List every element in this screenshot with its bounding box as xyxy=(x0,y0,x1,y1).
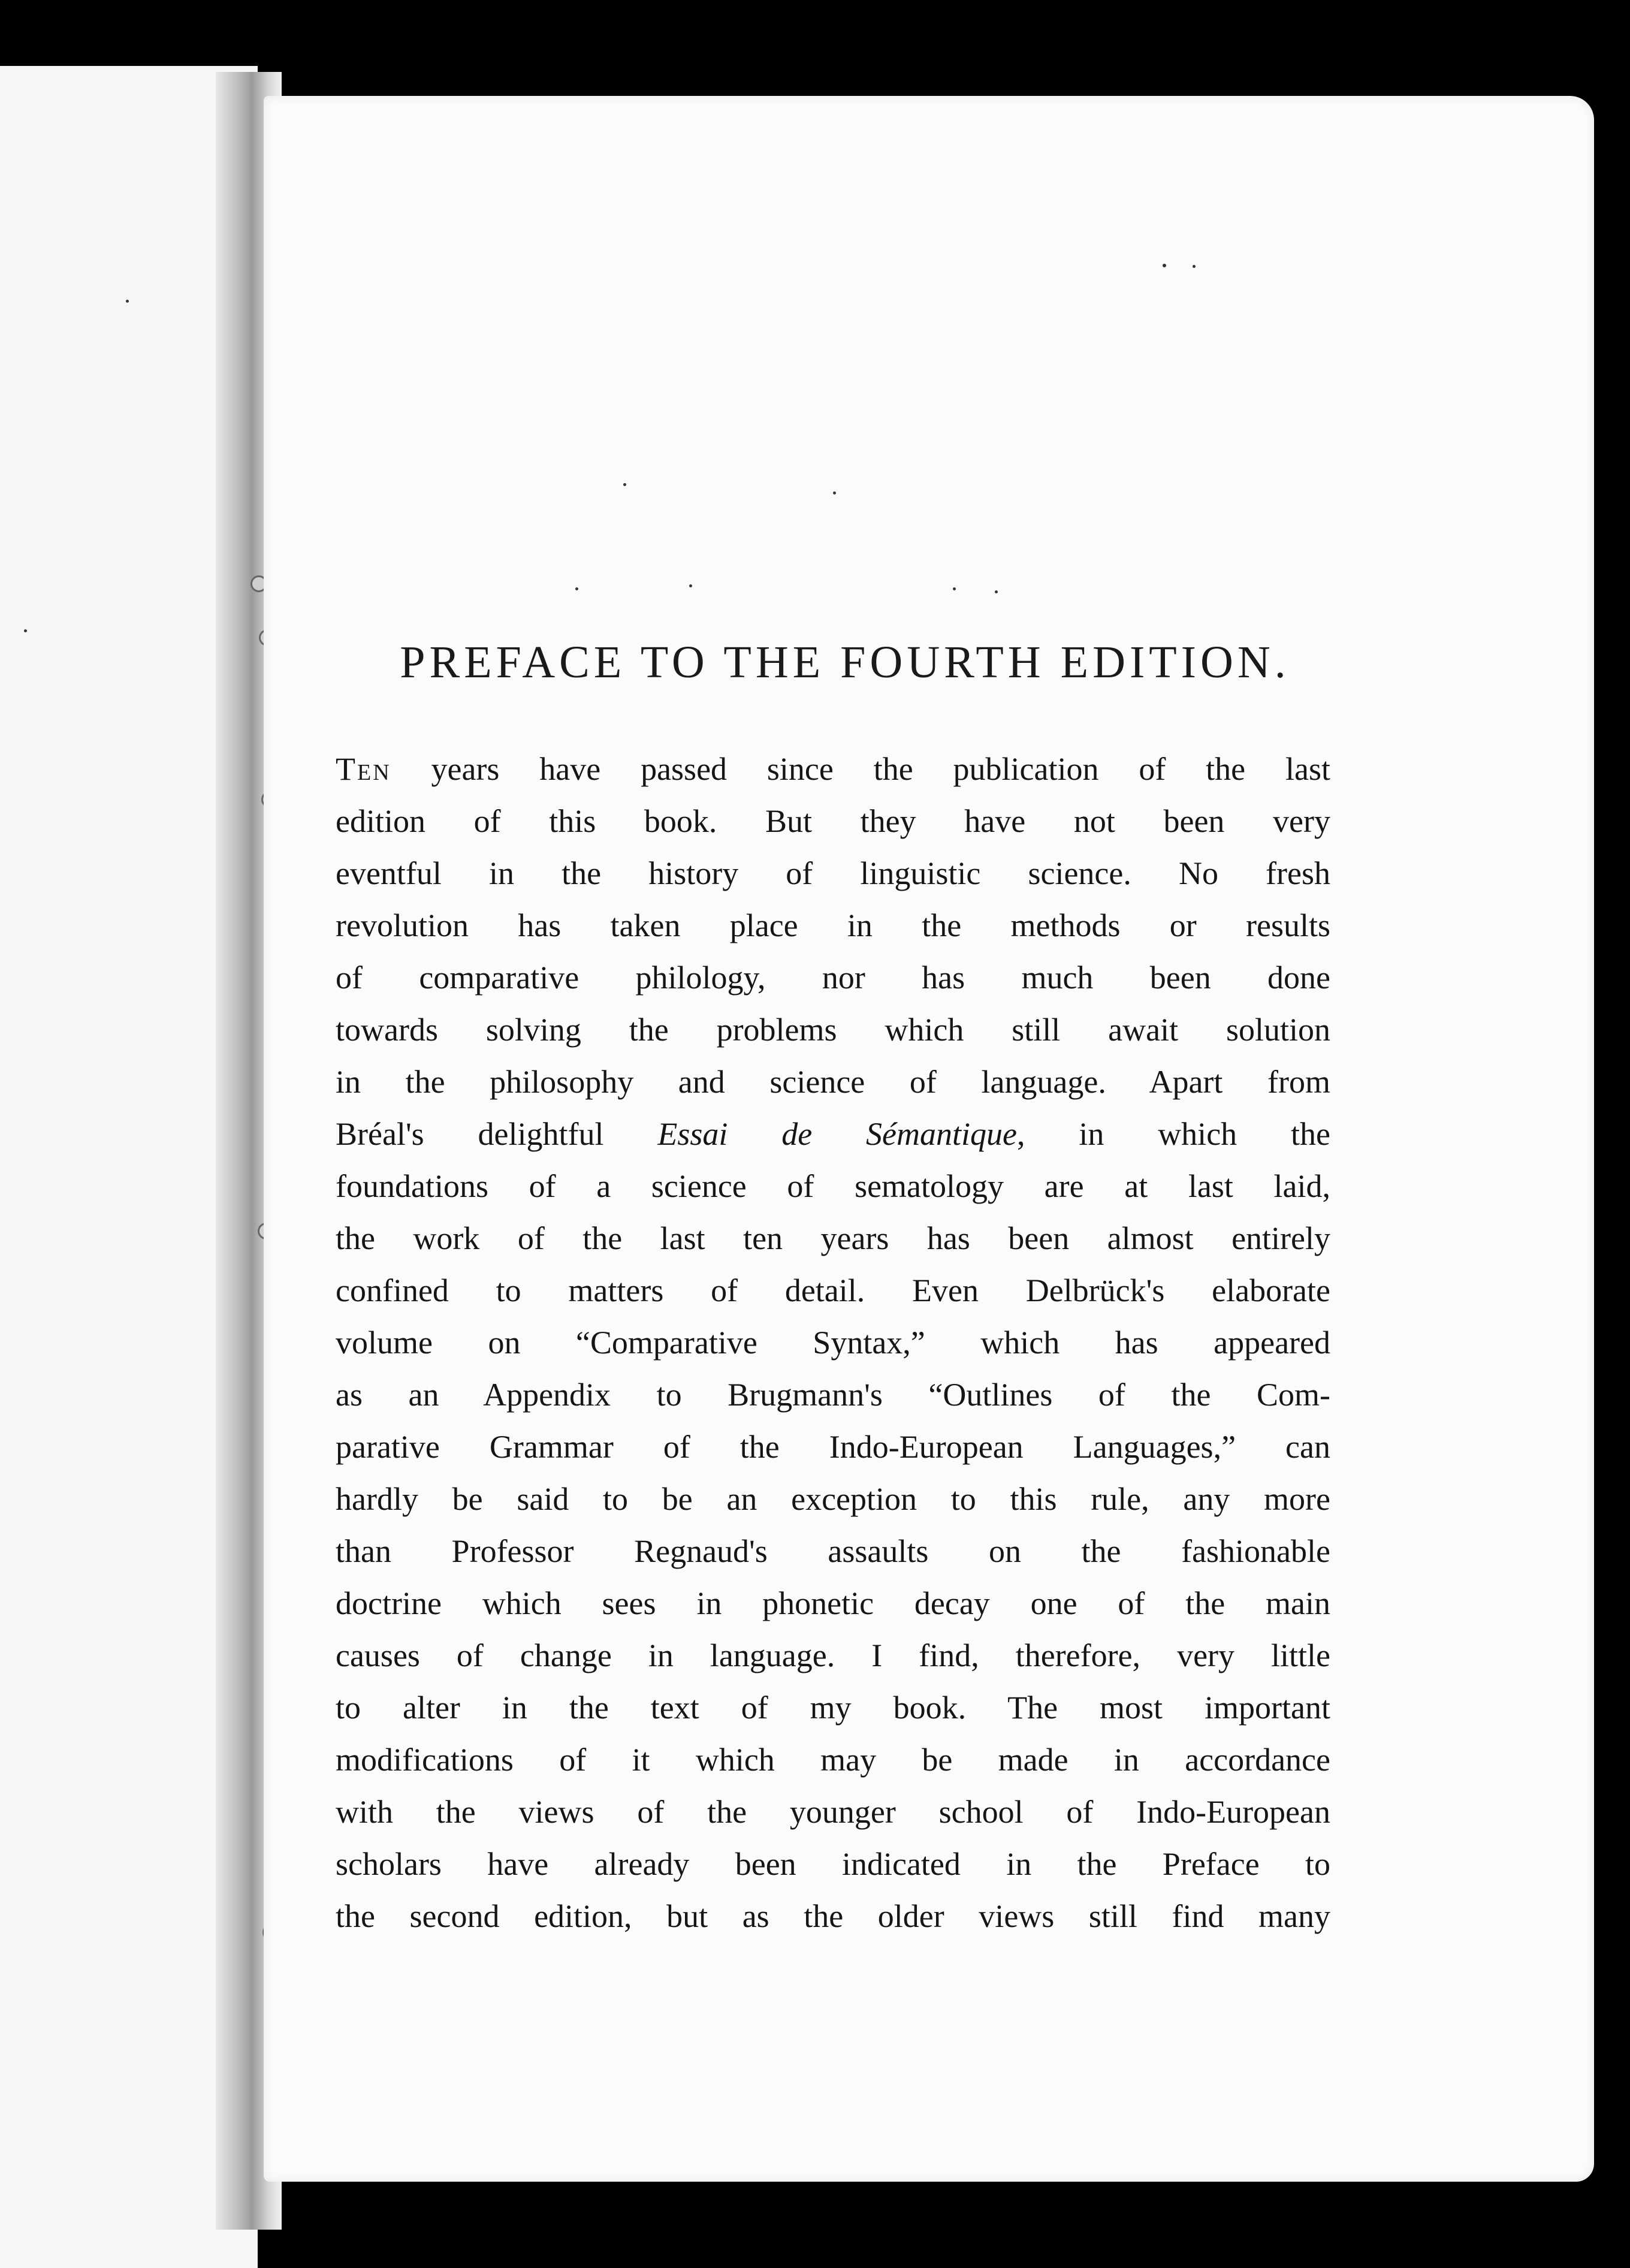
ink-speck xyxy=(995,590,998,593)
ink-speck xyxy=(126,300,129,303)
opening-word: Ten xyxy=(336,751,391,787)
book-title-italic: Essai de Sémantique xyxy=(657,1116,1017,1152)
text-line: causes of change in language. I find, therefore, very little xyxy=(336,1637,1330,1673)
page-title: PREFACE TO THE FOURTH EDITION. xyxy=(400,637,1290,687)
ink-speck xyxy=(24,629,27,632)
text-line: edition of this book. But they have not been very xyxy=(336,803,1330,839)
text-line: Bréal's delightful Essai de Sémantique, in which the xyxy=(336,1116,1330,1152)
text-line: to alter in the text of my book. The most important xyxy=(336,1690,1330,1726)
text-line: the second edition, but as the older views still find many xyxy=(336,1898,1330,1934)
text-line: towards solving the problems which still await solution xyxy=(336,1012,1330,1048)
text-line: scholars have already been indicated in the Preface to xyxy=(336,1846,1330,1882)
text-line: the work of the last ten years has been almost entirely xyxy=(336,1220,1330,1256)
text-line: parative Grammar of the Indo-European Languages,” can xyxy=(336,1429,1330,1465)
ink-speck xyxy=(953,587,956,590)
ink-speck xyxy=(623,483,626,486)
text-line: of comparative philology, nor has much been done xyxy=(336,960,1330,996)
text-line: with the views of the younger school of Indo-European xyxy=(336,1794,1330,1830)
text-line: foundations of a science of sematology are at last laid, xyxy=(336,1168,1330,1204)
text-line: volume on “Comparative Syntax,” which has appeared xyxy=(336,1325,1330,1361)
text-line: as an Appendix to Brugmann's “Outlines of the Com- xyxy=(336,1377,1330,1413)
ink-speck xyxy=(1193,265,1196,268)
ink-speck xyxy=(1163,264,1166,267)
text-line: Ten years have passed since the publication of the last xyxy=(336,751,1330,787)
text-line: than Professor Regnaud's assaults on the fashionable xyxy=(336,1533,1330,1569)
ink-speck xyxy=(833,491,836,494)
text-line: confined to matters of detail. Even Delbrück's elaborate xyxy=(336,1272,1330,1308)
ink-speck xyxy=(575,587,578,590)
text-line: doctrine which sees in phonetic decay one of the main xyxy=(336,1585,1330,1621)
text-line: eventful in the history of linguistic science. No fresh xyxy=(336,855,1330,891)
text-line: hardly be said to be an exception to this rule, any more xyxy=(336,1481,1330,1517)
ink-speck xyxy=(689,584,692,587)
text-line: modifications of it which may be made in accordance xyxy=(336,1742,1330,1778)
preface-body xyxy=(336,743,1330,1943)
text-line: in the philosophy and science of language. Apart from xyxy=(336,1064,1330,1100)
text-line: revolution has taken place in the methods or results xyxy=(336,907,1330,943)
